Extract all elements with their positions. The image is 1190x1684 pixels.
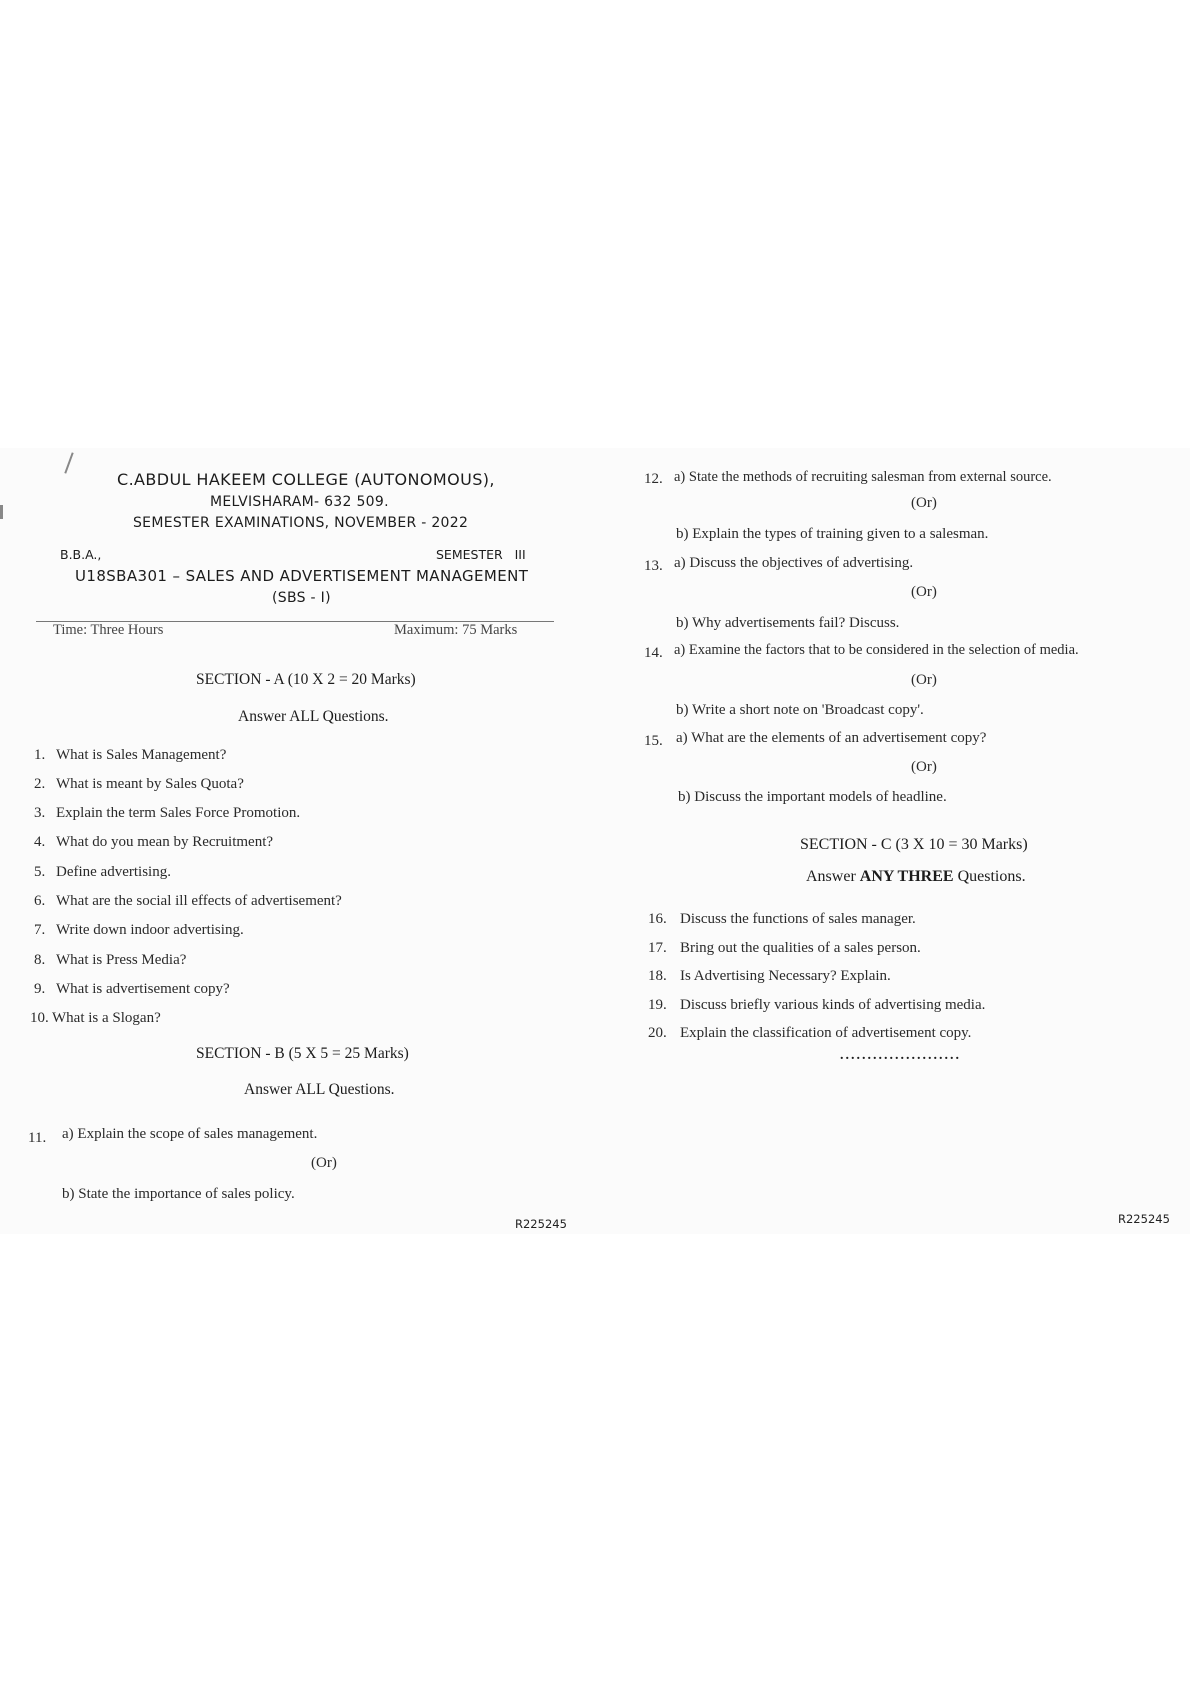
question-15-or: (Or) [911, 759, 937, 775]
question-12-or: (Or) [911, 495, 937, 511]
question-number: 5. [34, 864, 46, 880]
section-a-instruction: Answer ALL Questions. [238, 708, 389, 725]
section-c-question [648, 940, 921, 957]
question-number: 18. [648, 968, 667, 984]
question-11a: a) Explain the scope of sales management. [62, 1126, 318, 1142]
question-number: 17. [648, 940, 667, 956]
question-number: 3. [34, 805, 46, 821]
question-number: 7. [34, 922, 46, 938]
question-number: 4. [34, 834, 46, 850]
max-marks-label: Maximum: 75 Marks [394, 622, 518, 638]
section-b-instruction: Answer ALL Questions. [244, 1081, 395, 1098]
question-text: Discuss the functions of sales manager. [680, 911, 916, 927]
section-a-question [34, 776, 244, 793]
footer-code-left: R225245 [515, 1217, 567, 1231]
question-11-or: (Or) [311, 1155, 337, 1171]
question-text: Explain the classification of advertisement copy. [680, 1025, 972, 1041]
question-text: What is advertisement copy? [56, 981, 230, 997]
question-number: 20. [648, 1025, 667, 1041]
question-text: Is Advertising Necessary? Explain. [680, 968, 891, 984]
section-c-title: SECTION - C (3 X 10 = 30 Marks) [800, 836, 1028, 853]
question-11-number: 11. [28, 1130, 47, 1146]
question-text: What is meant by Sales Quota? [56, 776, 244, 792]
section-c-question [648, 997, 985, 1014]
question-14a: a) Examine the factors that to be considered in the selection of media. [674, 642, 1079, 658]
question-12a: a) State the methods of recruiting salesman from external source. [674, 469, 1052, 485]
footer-code-right: R225245 [1118, 1212, 1170, 1226]
question-text: Explain the term Sales Force Promotion. [56, 805, 301, 821]
question-15-number: 15. [644, 733, 663, 749]
section-c-instruction-post: Questions. [957, 868, 1026, 885]
question-text: What is a Slogan? [52, 1010, 161, 1026]
section-c-instruction-pre: Answer [806, 868, 856, 885]
question-12-number: 12. [644, 471, 663, 487]
exam-title: SEMESTER EXAMINATIONS, NOVEMBER - 2022 [133, 515, 469, 531]
question-14-or: (Or) [911, 672, 937, 688]
section-c-question [648, 1025, 971, 1042]
question-text: Write down indoor advertising. [56, 922, 244, 938]
section-a-title: SECTION - A (10 X 2 = 20 Marks) [196, 671, 416, 688]
course-title: U18SBA301 – SALES AND ADVERTISEMENT MANAGEMENT [75, 567, 529, 585]
question-text: Define advertising. [56, 864, 171, 880]
question-13-number: 13. [644, 558, 663, 574]
section-a-question [34, 805, 300, 822]
question-14-number: 14. [644, 645, 663, 661]
scan-mark [0, 505, 3, 519]
question-number: 10. [30, 1010, 49, 1026]
question-text: What is Press Media? [56, 952, 187, 968]
section-a-question [34, 747, 226, 764]
section-b-title: SECTION - B (5 X 5 = 25 Marks) [196, 1045, 409, 1062]
question-15b: b) Discuss the important models of headline. [678, 789, 947, 805]
question-13a: a) Discuss the objectives of advertising. [674, 555, 914, 571]
question-number: 2. [34, 776, 46, 792]
question-number: 19. [648, 997, 667, 1013]
semester-label: SEMESTER III [436, 547, 526, 562]
question-number: 16. [648, 911, 667, 927]
section-a-question [34, 981, 230, 998]
question-12b: b) Explain the types of training given to a salesman. [676, 526, 989, 542]
section-c-question [648, 911, 916, 928]
section-a-question [34, 922, 244, 939]
section-a-question [30, 1010, 161, 1027]
course-code: (SBS - I) [272, 590, 331, 606]
section-a-question [34, 893, 342, 910]
section-a-question [34, 864, 171, 881]
question-15a: a) What are the elements of an advertisement copy? [676, 730, 987, 746]
section-a-question [34, 834, 273, 851]
question-number: 8. [34, 952, 46, 968]
college-name: C.ABDUL HAKEEM COLLEGE (AUTONOMOUS), [117, 470, 495, 489]
question-text: Bring out the qualities of a sales person. [680, 940, 921, 956]
question-number: 9. [34, 981, 46, 997]
college-address: MELVISHARAM- 632 509. [210, 494, 389, 510]
section-c-instruction [806, 868, 1026, 886]
time-label: Time: Three Hours [53, 622, 164, 638]
question-number: 6. [34, 893, 46, 909]
question-number: 1. [34, 747, 46, 763]
end-of-paper-mark: ...................... [840, 1048, 961, 1063]
question-text: What is Sales Management? [56, 747, 227, 763]
question-text: What do you mean by Recruitment? [56, 834, 274, 850]
section-c-question [648, 968, 891, 985]
question-14b: b) Write a short note on 'Broadcast copy'. [676, 702, 924, 718]
question-13-or: (Or) [911, 584, 937, 600]
section-c-instruction-bold: ANY THREE [859, 868, 954, 885]
question-11b: b) State the importance of sales policy. [62, 1186, 295, 1202]
question-13b: b) Why advertisements fail? Discuss. [676, 615, 900, 631]
degree-label: B.B.A., [60, 547, 102, 562]
question-text: Discuss briefly various kinds of advertising media. [680, 997, 986, 1013]
question-text: What are the social ill effects of advertisement? [56, 893, 342, 909]
section-a-question [34, 952, 186, 969]
